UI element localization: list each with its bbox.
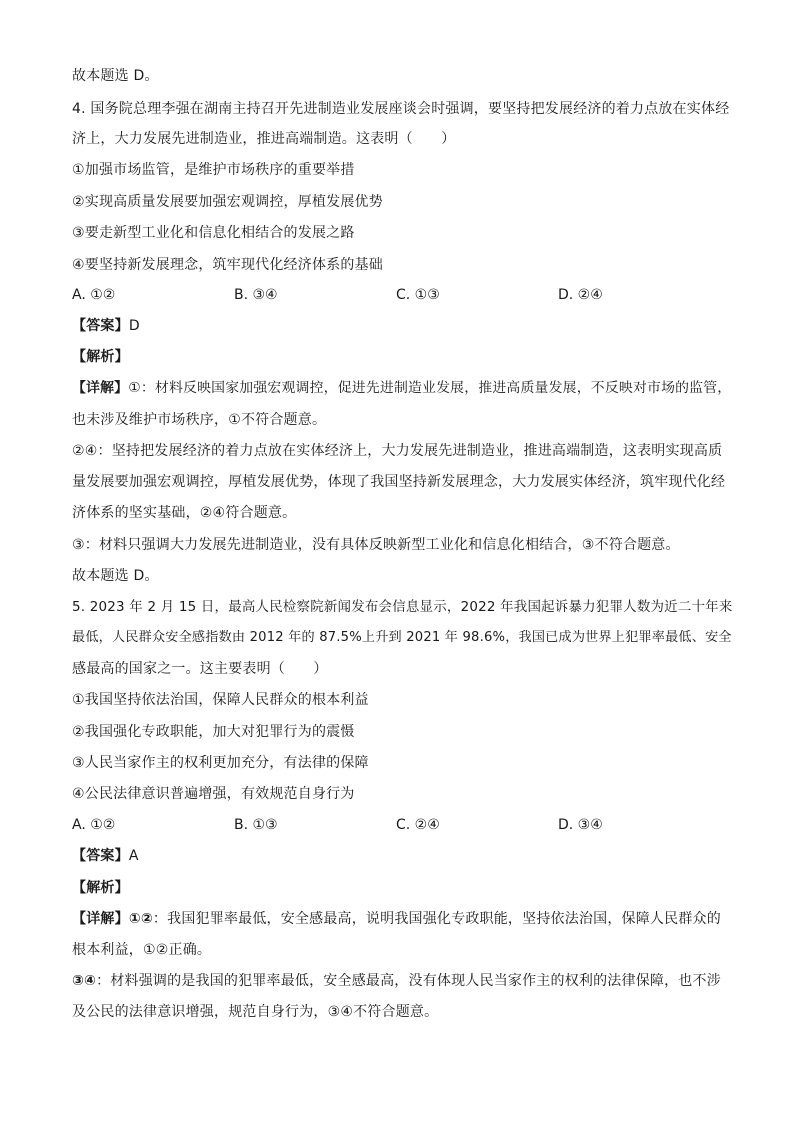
q4-detail-p3: ③：材料只强调大力发展先进制造业，没有具体反映新型工业化和信息化相结合，③不符合题意。: [72, 537, 680, 553]
q5-detail-p1-line1: [72, 909, 732, 929]
q3-conclusion: 故本题选 D。: [72, 68, 159, 84]
q4-option-b: B. ③④: [234, 287, 278, 303]
q4-detail-p2-line3: 济体系的坚实基础，②④符合题意。: [72, 505, 297, 521]
q5-option-b: B. ①③: [234, 817, 278, 833]
q5-analysis-tag: [72, 878, 732, 898]
q4-answer-tag: 【答案】: [72, 318, 129, 334]
q5-detail-p2-line2: 及公民的法律意识增强，规范自身行为，③④不符合题意。: [72, 1004, 439, 1020]
q4-answer: [72, 316, 732, 336]
q4-detail-p1-line2: 也未涉及维护市场秩序，①不符合题意。: [72, 412, 327, 428]
q4-stem-line1: 4. 国务院总理李强在湖南主持召开先进制造业发展座谈会时强调，要坚持把发展经济的着力点放在实体经: [72, 101, 730, 117]
q4-detail-p2-line1: ②④：坚持把发展经济的着力点放在实体经济上，大力发展先进制造业，推进高端制造，这表明实现高质: [72, 443, 723, 459]
q5-answer-tag: 【答案】: [72, 848, 129, 864]
q4-detail-p1-line1: [72, 378, 732, 398]
q4-analysis-tag: [72, 347, 732, 367]
q4-statement-3: ③要走新型工业化和信息化相结合的发展之路: [72, 225, 355, 241]
q4-conclusion: 故本题选 D。: [72, 568, 159, 584]
q5-detail-p2-label: ③④: [72, 973, 97, 989]
q4-statement-2: ②实现高质量发展要加强宏观调控，厚植发展优势: [72, 194, 383, 210]
q4-detail-p1-text1: ①：材料反映国家加强宏观调控，促进先进制造业发展，推进高质量发展，不反映对市场的监管，: [128, 380, 732, 396]
q5-detail-p1-label: ①②: [128, 911, 153, 927]
q4-statement-4: ④要坚持新发展理念，筑牢现代化经济体系的基础: [72, 257, 383, 273]
q4-option-a: A. ①②: [72, 287, 116, 303]
q4-option-d: D. ②④: [558, 287, 603, 303]
q5-detail-p2-line1: [72, 971, 732, 991]
q5-statement-1: ①我国坚持依法治国，保障人民群众的根本利益: [72, 692, 369, 708]
q4-detail-tag: 【详解】: [72, 380, 129, 396]
q4-stem-line2: 济上，大力发展先进制造业，推进高端制造。这表明（ ）: [72, 131, 456, 147]
q4-answer-value: D: [128, 318, 140, 334]
q4-statement-1: ①加强市场监管，是维护市场秩序的重要举措: [72, 162, 355, 178]
q5-analysis-label: 【解析】: [72, 880, 129, 896]
q5-detail-tag: 【详解】: [72, 911, 129, 927]
q5-statement-2: ②我国强化专政职能，加大对犯罪行为的震慑: [72, 724, 355, 740]
q5-answer: [72, 846, 732, 866]
q5-option-d: D. ③④: [558, 817, 603, 833]
q5-answer-value: A: [128, 848, 139, 864]
q5-statement-4: ④公民法律意识普遍增强，有效规范自身行为: [72, 786, 355, 802]
q5-detail-p2-text1: ：材料强调的是我国的犯罪率最低，安全感最高，没有体现人民当家作主的权利的法律保障，也不涉: [96, 973, 721, 989]
q5-option-c: C. ②④: [396, 817, 440, 833]
q5-stem-line3: 感最高的国家之一。这主要表明（ ）: [72, 661, 328, 677]
q5-statement-3: ③人民当家作主的权利更加充分，有法律的保障: [72, 755, 369, 771]
q5-detail-p1-text1: ：我国犯罪率最低，安全感最高，说明我国强化专政职能，坚持依法治国，保障人民群众的: [152, 911, 721, 927]
q5-option-a: A. ①②: [72, 817, 116, 833]
q5-stem-line1: 5. 2023 年 2 月 15 日，最高人民检察院新闻发布会信息显示，2022 年我国起诉暴力犯罪人数为近二十年来: [72, 599, 733, 615]
q5-detail-p1-line2: 根本利益，①②正确。: [72, 942, 212, 958]
q5-stem-line2: 最低，人民群众安全感指数由 2012 年的 87.5%上升到 2021 年 98.6%，我国已成为世界上犯罪率最低、安全: [72, 630, 732, 645]
q4-analysis-label: 【解析】: [72, 349, 129, 365]
q4-option-c: C. ①③: [396, 287, 440, 303]
q4-detail-p2-line2: 量发展要加强宏观调控，厚植发展优势，体现了我国坚持新发展理念，大力发展实体经济，筑牢现代化经: [72, 474, 726, 490]
